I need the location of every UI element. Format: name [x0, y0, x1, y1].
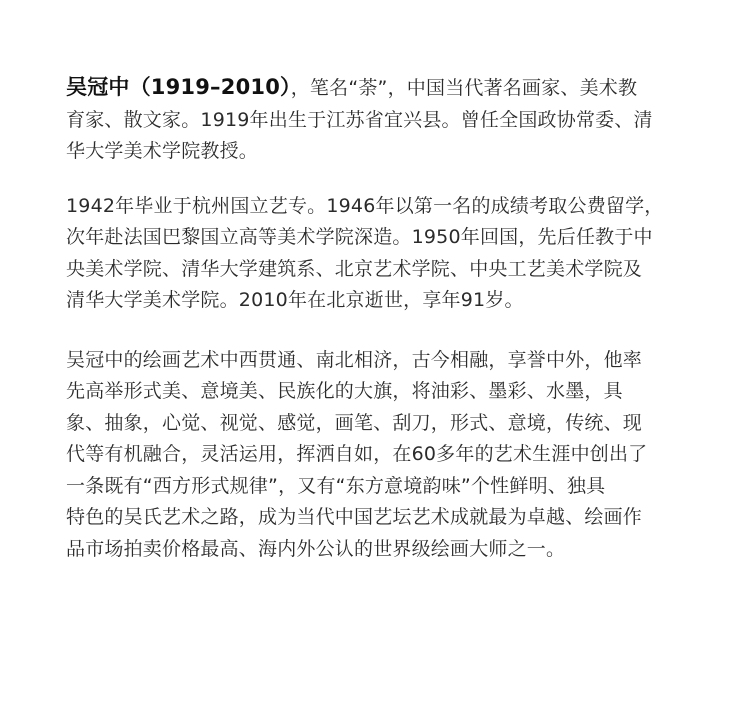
- text-line: 一条既有“西方形式规律”，又有“东方意境韵味”个性鲜明、独具: [66, 474, 606, 497]
- text-line: [66, 72, 694, 105]
- paragraph-education-career: [66, 191, 694, 317]
- text-line: 品市场拍卖价格最高、海内外公认的世界级绘画大师之一。: [66, 537, 566, 560]
- paragraph-artistic-achievement: [66, 345, 694, 566]
- paragraph-intro: [66, 72, 694, 168]
- text-line: 象、抽象，心觉、视觉、感觉，画笔、刮刀，形式、意境，传统、现: [66, 411, 643, 434]
- text-line: 次年赴法国巴黎国立高等美术学院深造。1950年回国，先后任教于中: [66, 226, 653, 248]
- intro-line-1-text: ，笔名“荼”，中国当代著名画家、美术教: [290, 77, 638, 99]
- text-line: 特色的吴氏艺术之路，成为当代中国艺坛艺术成就最为卓越、绘画作: [66, 506, 643, 528]
- text-line: 央美术学院、清华大学建筑系、北京艺术学院、中央工艺美术学院及: [66, 257, 643, 280]
- text-line: 吴冠中的绘画艺术中西贯通、南北相济，古今相融，享誉中外，他率: [66, 348, 643, 371]
- artist-name: 吴冠中: [66, 75, 130, 99]
- article-body: [66, 72, 694, 565]
- text-line: 1942年毕业于杭州国立艺专。1946年以第一名的成绩考取公费留学，: [66, 194, 664, 217]
- text-line: 先高举形式美、意境美、民族化的大旗，将油彩、墨彩、水墨，具: [66, 380, 623, 402]
- artist-years: （1919–2010）: [129, 75, 291, 99]
- text-line: 清华大学美术学院。2010年在北京逝世，享年91岁。: [66, 289, 524, 311]
- text-line: 华大学美术学院教授。: [66, 140, 259, 162]
- text-line: 育家、散文家。1919年出生于江苏省宜兴县。曾任全国政协常委、清: [66, 108, 653, 131]
- text-line: 代等有机融合，灵活运用，挥洒自如，在60多年的艺术生涯中创出了: [66, 443, 648, 465]
